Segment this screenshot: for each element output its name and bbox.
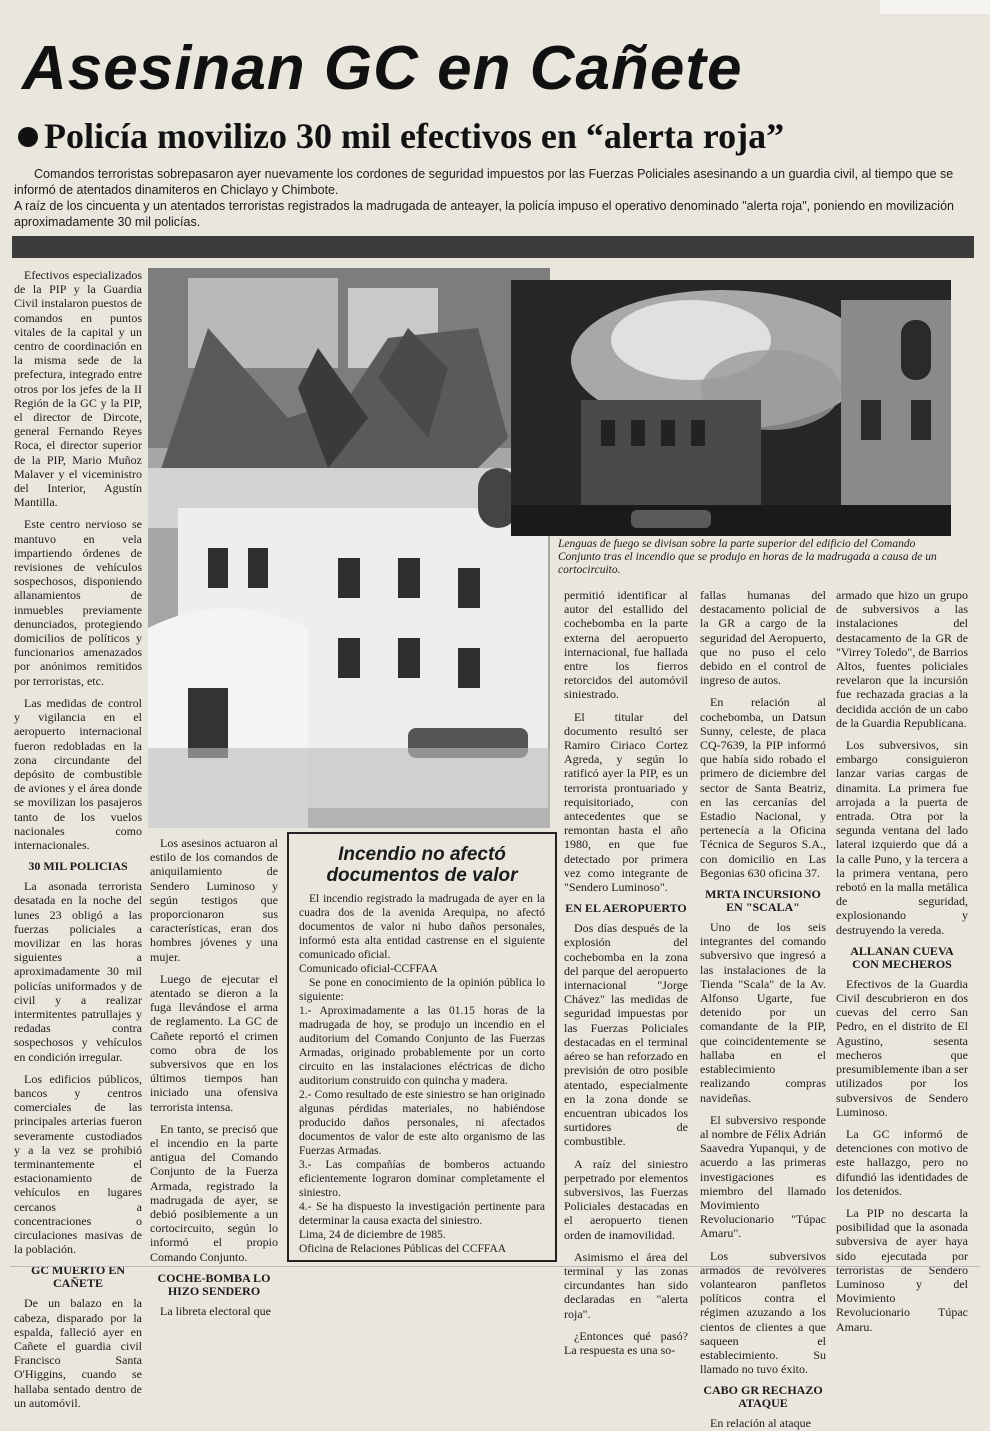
article-column-1 <box>14 268 142 1410</box>
paragraph: Efectivos de la Guardia Civil descubrieron en dos cuevas del cerro San Pedro, en el distrito de El Agustino, sesenta mecheros que presumiblemente iban a ser utilizados por los subversivos de Sendero Luminoso. <box>836 976 968 1119</box>
section-divider-bar <box>12 236 974 258</box>
subhead-text: Policía movilizo 30 mil efectivos en “alerta roja” <box>44 116 785 156</box>
paragraph: permitió identificar al autor del estallido del cochebomba en la parte externa del aeropuerto internacional, fue hallada entre los fierros retorcidos del automóvil siniestrado. <box>564 588 688 702</box>
paragraph: De un balazo en la cabeza, disparado por la espalda, falleció ayer en Cañete el guardia civil Francisco Santa O'Higgins, cuando se hallaba sentado dentro de un automóvil. <box>14 1296 142 1410</box>
paragraph: Oficina de Relaciones Públicas del CCFFAA <box>299 1243 507 1255</box>
paragraph: Dos días después de la explosión del cochebomba en la zona del parque del aeropuerto internacional "Jorge Chávez" las medidas de seguridad impuestas por las Fuerzas Policiales destacadas en el terminal aéreo se han reforzado en previsión de otro posible atentado, especialmente en la zona donde se encuentran ubicados los surtidores de combustible. <box>564 921 688 1149</box>
paragraph: Las medidas de control y vigilancia en el aeropuerto internacional fueron redobladas en la zona circundante del depósito de combustible de aviones y el área donde se movilizan los pasajeros tanto de los vuelos nacionales como internacionales. <box>14 695 142 852</box>
paragraph: A raíz del siniestro perpetrado por elementos subversivos, las Fuerzas Policiales destacadas en el aeropuerto tienen orden de inamovilidad. <box>564 1156 688 1242</box>
boxed-article <box>287 832 557 1262</box>
lede <box>14 166 964 230</box>
paragraph: El titular del documento resultó ser Ramiro Ciriaco Cortez Agreda, y según lo ratificó ayer la PIP, es un terrorista prontuariado y requisitoriado, con antecedentes que se remontan hasta el año 1980, en que fue detectado por primera vez como integrante de "Sendero Luminoso". <box>564 709 688 895</box>
paragraph: ¿Entonces qué pasó? La respuesta es una so- <box>564 1328 688 1357</box>
paragraph: Luego de ejecutar el atentado se dieron a la fuga llevándose el arma de reglamento. La GC de Cañete reportó el crimen como obra de los subversivos que en los últimos tiempos han iniciado una ofensiva terrorista intensa. <box>150 971 278 1114</box>
paragraph: La GC informó de detenciones con motivo de este hallazgo, pero no difundió las identidades de los detenidos. <box>836 1126 968 1198</box>
lede-paragraph: Comandos terroristas sobrepasaron ayer nuevamente los cordones de seguridad impuestos por las Fuerzas Policiales asesinando a un guardia civil, al tiempo que se informó de atentados dinamiteros en Chiclayo y Chimbote. <box>14 167 954 197</box>
paper-edge <box>880 0 990 14</box>
photo-fire-night-drawing <box>511 280 951 536</box>
article-column-2 <box>150 836 278 1318</box>
paragraph: El incendio registrado la madrugada de ayer en la cuadra dos de la avenida Arequipa, no afectó documentos de valor ni hubo daños personales, informó esta alta entidad castrense en el siguiente comunicado oficial. <box>299 893 545 961</box>
paragraph: La asonada terrorista desatada en la noche del lunes 23 obligó a las fuerzas policiales a movilizar en las horas siguientes a aproximadamente 30 mil policías uniformados y de civil y a realizar intermitentes patrullajes y redadas contra sospechosos y vehículos en condición irregular. <box>14 879 142 1064</box>
subheading: GC MUERTO EN CAÑETE <box>30 1263 126 1291</box>
subheading: MRTA INCURSIONO EN "SCALA" <box>705 887 821 915</box>
paragraph: armado que hizo un grupo de subversivos a las instalaciones del destacamento de la GR de "Virrey Toledo", de Barrios Altos, fuentes policiales revelaron que la incursión fue rechazada gracias a la decidida acción de un cabo de la Guardia Republicana. <box>836 588 968 730</box>
paragraph: Los asesinos actuaron al estilo de los comandos de aniquilamiento de Sendero Luminoso y según testigos que proporcionaron sus características, eran dos hombres jóvenes y una mujer. <box>150 836 278 964</box>
subheading: EN EL AEROPUERTO <box>565 901 687 916</box>
photo-fire-night <box>511 280 951 536</box>
paragraph: Lima, 24 de diciembre de 1985. <box>299 1229 446 1241</box>
subheading: CABO GR RECHAZO ATAQUE <box>703 1383 823 1411</box>
paragraph: Los subversivos, sin embargo consiguieron lanzar varias cargas de dinamita. La primera fue arrojada a la puerta de entrada. Otra por la segunda ventana del lado lateral izquierdo que dá a la calle Puno, y la tercera a la primera ventana, pero rebotó en la malla metálica de seguridad, explosionando y destruyendo la vereda. <box>836 738 968 937</box>
paragraph: 1.- Aproximadamente a las 01.15 horas de la madrugada de hoy, se produjo un incendio en el auditorium del Comando Conjunto de las Fuerzas Armadas, originado probablemente por un corto circuito en las instalaciones eléctricas de dicho auditorium construido con quincha y madera. <box>299 1005 545 1087</box>
subheading: 30 MIL POLICIAS <box>28 859 128 874</box>
photo-damaged-building-drawing <box>148 268 550 828</box>
paragraph: La libreta electoral que <box>160 1303 271 1318</box>
article-column-3 <box>564 588 688 1357</box>
bullet-dot-icon <box>18 127 38 147</box>
paragraph: Efectivos especializados de la PIP y la Guardia Civil instalaron puestos de comandos en puntos vitales de la capital y un centro de coordinación en la misma sede de la prefectura, integrado entre otros por los jefes de la II Región de la GC y la PIP, el director de Dircote, general Fernando Reyes Roca, el director superior de la PIP, Mario Muñoz Malaver y el viceministro del Interior, Agustín Mantilla. <box>14 268 142 510</box>
paragraph: 3.- Las compañías de bomberos actuando eficientemente lograron dominar completamente el siniestro. <box>299 1159 545 1199</box>
box-title: Incendio no afectó documentos de valor <box>326 844 518 886</box>
headline: Asesinan GC en Cañete <box>22 34 743 103</box>
paragraph: 2.- Como resultado de este siniestro se han originado algunas pérdidas materiales, no habiéndose producido daños personales, ni afectados documentos de valor de este alto organismo de las Fuerzas Armadas. <box>299 1089 545 1157</box>
subheading: ALLANAN CUEVA CON MECHEROS <box>850 943 954 971</box>
paragraph: Asimismo el área del terminal y las zonas circundantes han sido declaradas en "alerta roja". <box>564 1249 688 1321</box>
paragraph: En tanto, se precisó que el incendio en la parte antigua del Comando Conjunto de la Fuerza Armada, registrado la madrugada de ayer, se debió posiblemente a un cortocircuito, según lo informó el propio Comando Conjunto. <box>150 1121 278 1264</box>
subheading: COCHE-BOMBA LO HIZO SENDERO <box>157 1270 271 1298</box>
article-column-5 <box>836 588 968 1334</box>
paragraph: Los subversivos armados de revólveres volantearon panfletos políticos contra el régimen azuzando a los cientos de clientes a que saqueen el establecimiento. Su llamado no tuvo éxito. <box>700 1248 826 1377</box>
article-column-4 <box>700 588 826 1431</box>
paragraph: La PIP no descarta la posibilidad que la asonada subversiva de ayer haya sido ejecutada por terroristas de Sendero Luminoso y del Movimiento Revolucionario Túpac Amaru. <box>836 1205 968 1334</box>
paragraph: Los edificios públicos, bancos y centros comerciales de las principales arterias fueron severamente custodiados y a la vez se prohibió terminantemente el estacionamiento de vehículos en lugares cercanos a concentraciones o circulaciones masivas de la población. <box>14 1071 142 1257</box>
paragraph: Se pone en conocimiento de la opinión pública lo siguiente: <box>299 977 545 1003</box>
subhead <box>18 114 968 158</box>
photo-caption: Lenguas de fuego se divisan sobre la parte superior del edificio del Comando Conjunto tras el incendio que se produjo en horas de la madrugada a causa de un cortocircuito. <box>558 538 937 576</box>
lede-paragraph: A raíz de los cincuenta y un atentados terroristas registrados la madrugada de anteayer, la policía impuso el operativo denominado "alerta roja", poniendo en movilización aproximadamente 30 mil policías. <box>14 199 954 229</box>
paragraph: Uno de los seis integrantes del comando subversivo que ingresó a las instalaciones de la Tienda "Scala" de la Av. Alfonso Ugarte, fue detenido por un comandante de la PIP, que coincidentemente se hallaba en el establecimiento realizando compras navideñas. <box>700 920 826 1105</box>
paragraph: 4.- Se ha dispuesto la investigación pertinente para determinar la causa exacta del siniestro. <box>299 1201 545 1227</box>
paragraph: fallas humanas del destacamento policial de la GR a cargo de la seguridad del Aeropuerto, que no puso el celo debido en el control de ingreso de autos. <box>700 588 826 688</box>
page-footer-strip <box>10 1266 980 1285</box>
paragraph: El subversivo responde al nombre de Félix Adrián Saavedra Yupanqui, y de acuerdo a las primeras investigaciones es miembro del llamado Movimiento Revolucionario "Túpac Amaru". <box>700 1112 826 1241</box>
paragraph: En relación al ataque <box>710 1416 811 1431</box>
paragraph: Este centro nervioso se mantuvo en vela impartiendo órdenes de revisiones de vehículos sospechosos, disponiendo allanamientos de inmuebles previamente denunciados, protegiendo domicilios de políticos y funcionarios amenazados por anónimos remitidos por terroristas, etc. <box>14 517 142 688</box>
paragraph: Comunicado oficial-CCFFAA <box>299 963 438 975</box>
photo-damaged-building <box>148 268 550 828</box>
paragraph: En relación al cochebomba, un Datsun Sunny, celeste, de placa CQ-7639, la PIP informó que había sido robado el primero de diciembre del sector de Santa Beatriz, en las cercanías del Estadio Nacional, y pertenecía a la Oficina Técnica de Seguros S.A., con domicilio en Las Begonias 630 oficina 37. <box>700 695 826 880</box>
